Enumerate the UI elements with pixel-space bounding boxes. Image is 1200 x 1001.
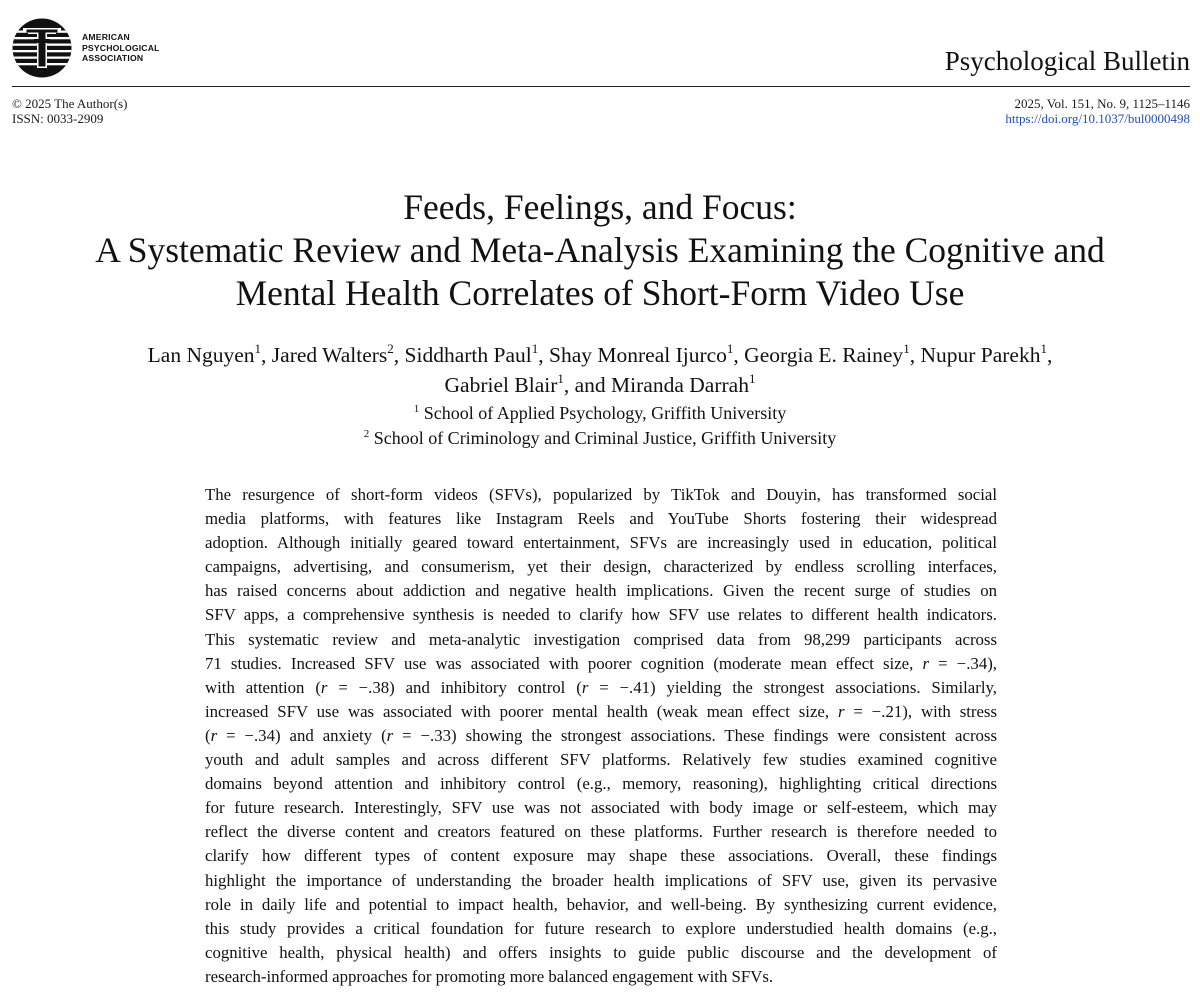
- abstract-line: role in daily life and potential to impact health, behavior, and well-being. By synthesizing current evidence,: [205, 894, 997, 914]
- author-name: Georgia E. Rainey: [744, 343, 904, 367]
- author-affiliation-mark: 1: [254, 341, 262, 356]
- abstract: [205, 483, 997, 989]
- abstract-line: increased SFV use was associated with poorer mental health (weak mean effect size, r = −.21), with stress: [205, 701, 997, 721]
- author-name: Lan Nguyen: [147, 343, 255, 367]
- author-name: Shay Monreal Ijurco: [549, 343, 727, 367]
- journal-name: Psychological Bulletin: [944, 46, 1190, 76]
- abstract-line: with attention (r = −.38) and inhibitory control (r = −.41) yielding the strongest associations. Similarly,: [205, 677, 997, 697]
- author-affiliation-mark: 1: [726, 341, 734, 356]
- title-line: Mental Health Correlates of Short-Form Video Use: [235, 273, 965, 313]
- citation: 2025, Vol. 151, No. 9, 1125–1146: [1014, 96, 1190, 111]
- affiliation: $^1$ School of Applied Psychology, Griffith University: [413, 403, 787, 423]
- abstract-line: cognitive health, physical health) and offers insights to guide public discourse and the development of: [205, 942, 997, 962]
- author-name: Nupur Parekh: [920, 343, 1041, 367]
- abstract-line: reflect the diverse content and creators featured on these platforms. Further research is therefore needed to: [205, 822, 997, 842]
- author-name: Miranda Darrah: [611, 373, 749, 397]
- publication-meta-right: [1005, 97, 1190, 126]
- affiliation-list: [0, 401, 1200, 451]
- author-affiliation-mark: 2: [387, 341, 394, 356]
- author-affiliation-mark: 1: [748, 371, 756, 386]
- abstract-line: domains beyond attention and inhibitory control (e.g., memory, reasoning), highlighting critical directions: [205, 774, 997, 794]
- abstract-line: SFV apps, a comprehensive synthesis is needed to clarify how SFV use relates to different health indicators.: [205, 605, 997, 625]
- abstract-line: 71 studies. Increased SFV use was associated with poorer cognition (moderate mean effect size, r = −.34),: [205, 653, 997, 673]
- publisher-logo: [12, 18, 160, 78]
- journal-header: [12, 18, 1190, 87]
- abstract-line: (r = −.34) and anxiety (r = −.33) showing the strongest associations. These findings were consistent across: [205, 725, 997, 745]
- author-list: [0, 340, 1200, 400]
- abstract-line: This systematic review and meta-analytic investigation comprised data from 98,299 participants across: [205, 629, 997, 649]
- affiliation: $^2$ School of Criminology and Criminal Justice, Griffith University: [363, 428, 837, 448]
- article-title: [0, 186, 1200, 315]
- author-affiliation-mark: 1: [531, 341, 539, 356]
- author-name: Jared Walters: [271, 343, 388, 367]
- abstract-line: media platforms, with features like Instagram Reels and YouTube Shorts fostering their widespread: [205, 509, 997, 529]
- title-line: Feeds, Feelings, and Focus:: [403, 187, 797, 227]
- publisher-name: AMERICAN PSYCHOLOGICAL ASSOCIATION: [82, 32, 160, 64]
- abstract-line: for future research. Interestingly, SFV use was not associated with body image or self-esteem, which may: [205, 798, 997, 818]
- abstract-line: research-informed approaches for promoting more balanced engagement with SFVs.: [205, 966, 774, 986]
- abstract-line: this study provides a critical foundation for future research to explore understudied health domains (e.g.,: [205, 918, 997, 938]
- abstract-line: clarify how different types of content exposure may shape these associations. Overall, these findings: [205, 846, 997, 866]
- author-line: Lan Nguyen$^1$, Jared Walters$^2$, Siddharth Paul$^1$, Shay Monreal Ijurco$^1$, Georgia E. Rainey$^1$, Nupur Parekh$^1$,: [147, 341, 1053, 367]
- abstract-line: youth and adult samples and across different SFV platforms. Relatively few studies examined cognitive: [205, 750, 997, 770]
- doi-link[interactable]: https://doi.org/10.1037/bul0000498: [1005, 110, 1190, 126]
- abstract-line: highlight the importance of understanding the broader health implications of SFV use, given its pervasive: [205, 870, 997, 890]
- abstract-line: campaigns, advertising, and consumerism, yet their design, characterized by endless scrolling interfaces,: [205, 557, 997, 577]
- author-affiliation-mark: 1: [557, 371, 564, 386]
- abstract-line: adoption. Although initially geared toward entertainment, SFVs are increasingly used in education, political: [205, 533, 997, 553]
- apa-logo-icon: [12, 18, 72, 78]
- abstract-line: has raised concerns about addiction and negative health implications. Given the recent surge of studies on: [205, 581, 997, 601]
- author-line: Gabriel Blair$^1$, and Miranda Darrah$^1$: [444, 371, 756, 397]
- author-affiliation-mark: 1: [1040, 341, 1047, 356]
- author-name: Siddharth Paul: [404, 343, 532, 367]
- issn: ISSN: 0033-2909: [12, 110, 104, 126]
- title-line: A Systematic Review and Meta-Analysis Examining the Cognitive and: [95, 230, 1105, 270]
- copyright: © 2025 The Author(s): [12, 96, 128, 111]
- abstract-line: The resurgence of short-form videos (SFVs), popularized by TikTok and Douyin, has transformed social: [205, 485, 997, 504]
- publication-meta-left: [12, 97, 127, 126]
- author-affiliation-mark: 1: [903, 341, 910, 356]
- author-name: Gabriel Blair: [444, 373, 558, 397]
